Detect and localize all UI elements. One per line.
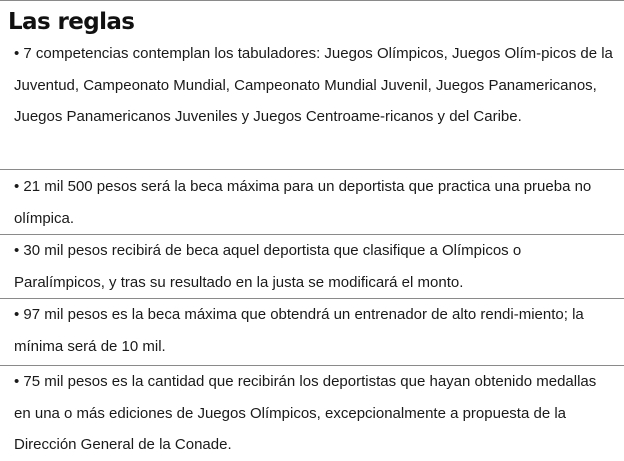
rule-item-medallistas: • 75 mil pesos es la cantidad que recibirán los deportistas que hayan obtenido medallas en una o más ediciones de Juegos Olímpicos, excepcionalmente a propuesta de la Dirección General de la Conade. [14,373,597,453]
rule-item-competencias: • 7 competencias contemplan los tabuladores: Juegos Olímpicos, Juegos Olím-picos de la Juventud, Campeonato Mundial, Campeonato Mundial Juvenil, Juegos Panamericanos, Juegos Panamericanos Juveniles y Juegos Centroame-ricanos y del Caribe. [14,45,613,125]
rule-item-beca-no-olimpica: • 21 mil 500 pesos será la beca máxima para un deportista que practica una prueba no olímpica. [14,178,592,227]
rule-divider [0,169,624,170]
infobox-title: Las reglas [8,9,135,35]
rule-item-beca-entrenador: • 97 mil pesos es la beca máxima que obtendrá un entrenador de alto rendi-miento; la mínima será de 10 mil. [14,306,584,355]
rule-item-beca-clasificados: • 30 mil pesos recibirá de beca aquel deportista que clasifique a Olímpicos o Paralímpicos, y tras su resultado en la justa se modificará el monto. [14,242,522,291]
